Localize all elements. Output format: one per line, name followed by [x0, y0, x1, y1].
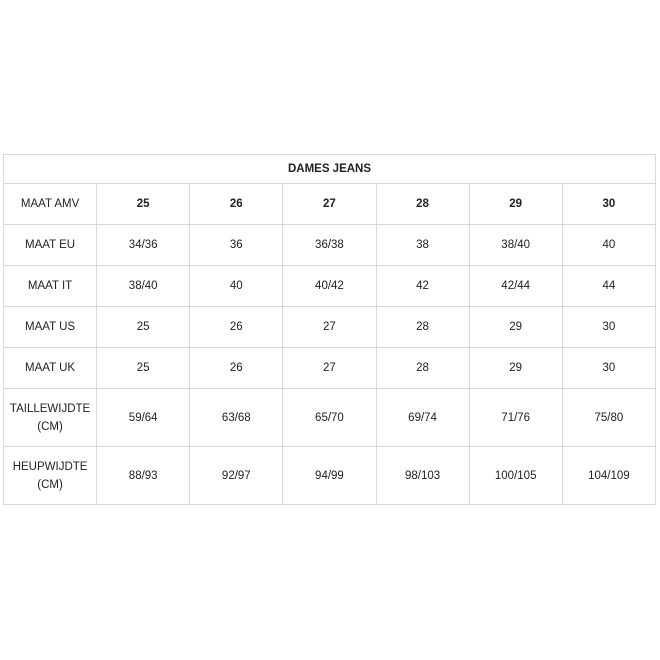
- table-cell: 26: [190, 184, 283, 225]
- table-cell: 34/36: [97, 225, 190, 266]
- table-cell: 59/64: [97, 389, 190, 447]
- table-cell: 27: [283, 307, 376, 348]
- table-cell: 94/99: [283, 447, 376, 505]
- table-cell: 42/44: [469, 266, 562, 307]
- table-cell: 29: [469, 348, 562, 389]
- table-cell: 36/38: [283, 225, 376, 266]
- table-cell: 38/40: [97, 266, 190, 307]
- table-cell: 71/76: [469, 389, 562, 447]
- table-cell: 25: [97, 184, 190, 225]
- table-cell: 38/40: [469, 225, 562, 266]
- table-cell: 40/42: [283, 266, 376, 307]
- table-cell: 28: [376, 184, 469, 225]
- table-cell: 26: [190, 348, 283, 389]
- table-cell: 27: [283, 184, 376, 225]
- table-cell: 28: [376, 348, 469, 389]
- table-cell: 104/109: [562, 447, 655, 505]
- table-cell: 98/103: [376, 447, 469, 505]
- table-cell: 25: [97, 307, 190, 348]
- table-cell: 38: [376, 225, 469, 266]
- row-label: TAILLEWIJDTE (CM): [4, 389, 97, 447]
- size-chart-table: [3, 154, 656, 505]
- table-cell: 30: [562, 307, 655, 348]
- table-title-row: [4, 155, 656, 184]
- table-cell: 69/74: [376, 389, 469, 447]
- table-row-maat-uk: [4, 348, 656, 389]
- table-title: DAMES JEANS: [4, 155, 656, 184]
- table-row-heupwijdte: [4, 447, 656, 505]
- table-cell: 65/70: [283, 389, 376, 447]
- table-row-taillewijdte: [4, 389, 656, 447]
- table-cell: 29: [469, 307, 562, 348]
- table-row-maat-us: [4, 307, 656, 348]
- row-label: MAAT IT: [4, 266, 97, 307]
- table-cell: 26: [190, 307, 283, 348]
- table-cell: 29: [469, 184, 562, 225]
- row-label: MAAT UK: [4, 348, 97, 389]
- table-cell: 100/105: [469, 447, 562, 505]
- row-label: MAAT EU: [4, 225, 97, 266]
- table-cell: 63/68: [190, 389, 283, 447]
- table-cell: 36: [190, 225, 283, 266]
- table-cell: 88/93: [97, 447, 190, 505]
- table-cell: 25: [97, 348, 190, 389]
- table-row-maat-amv: [4, 184, 656, 225]
- table-cell: 44: [562, 266, 655, 307]
- row-label: MAAT AMV: [4, 184, 97, 225]
- table-cell: 28: [376, 307, 469, 348]
- table-cell: 75/80: [562, 389, 655, 447]
- table-cell: 42: [376, 266, 469, 307]
- row-label: HEUPWIJDTE (CM): [4, 447, 97, 505]
- table-cell: 27: [283, 348, 376, 389]
- table-cell: 30: [562, 348, 655, 389]
- table-row-maat-eu: [4, 225, 656, 266]
- row-label: MAAT US: [4, 307, 97, 348]
- table-cell: 40: [562, 225, 655, 266]
- table-cell: 92/97: [190, 447, 283, 505]
- table-row-maat-it: [4, 266, 656, 307]
- table-cell: 40: [190, 266, 283, 307]
- table-cell: 30: [562, 184, 655, 225]
